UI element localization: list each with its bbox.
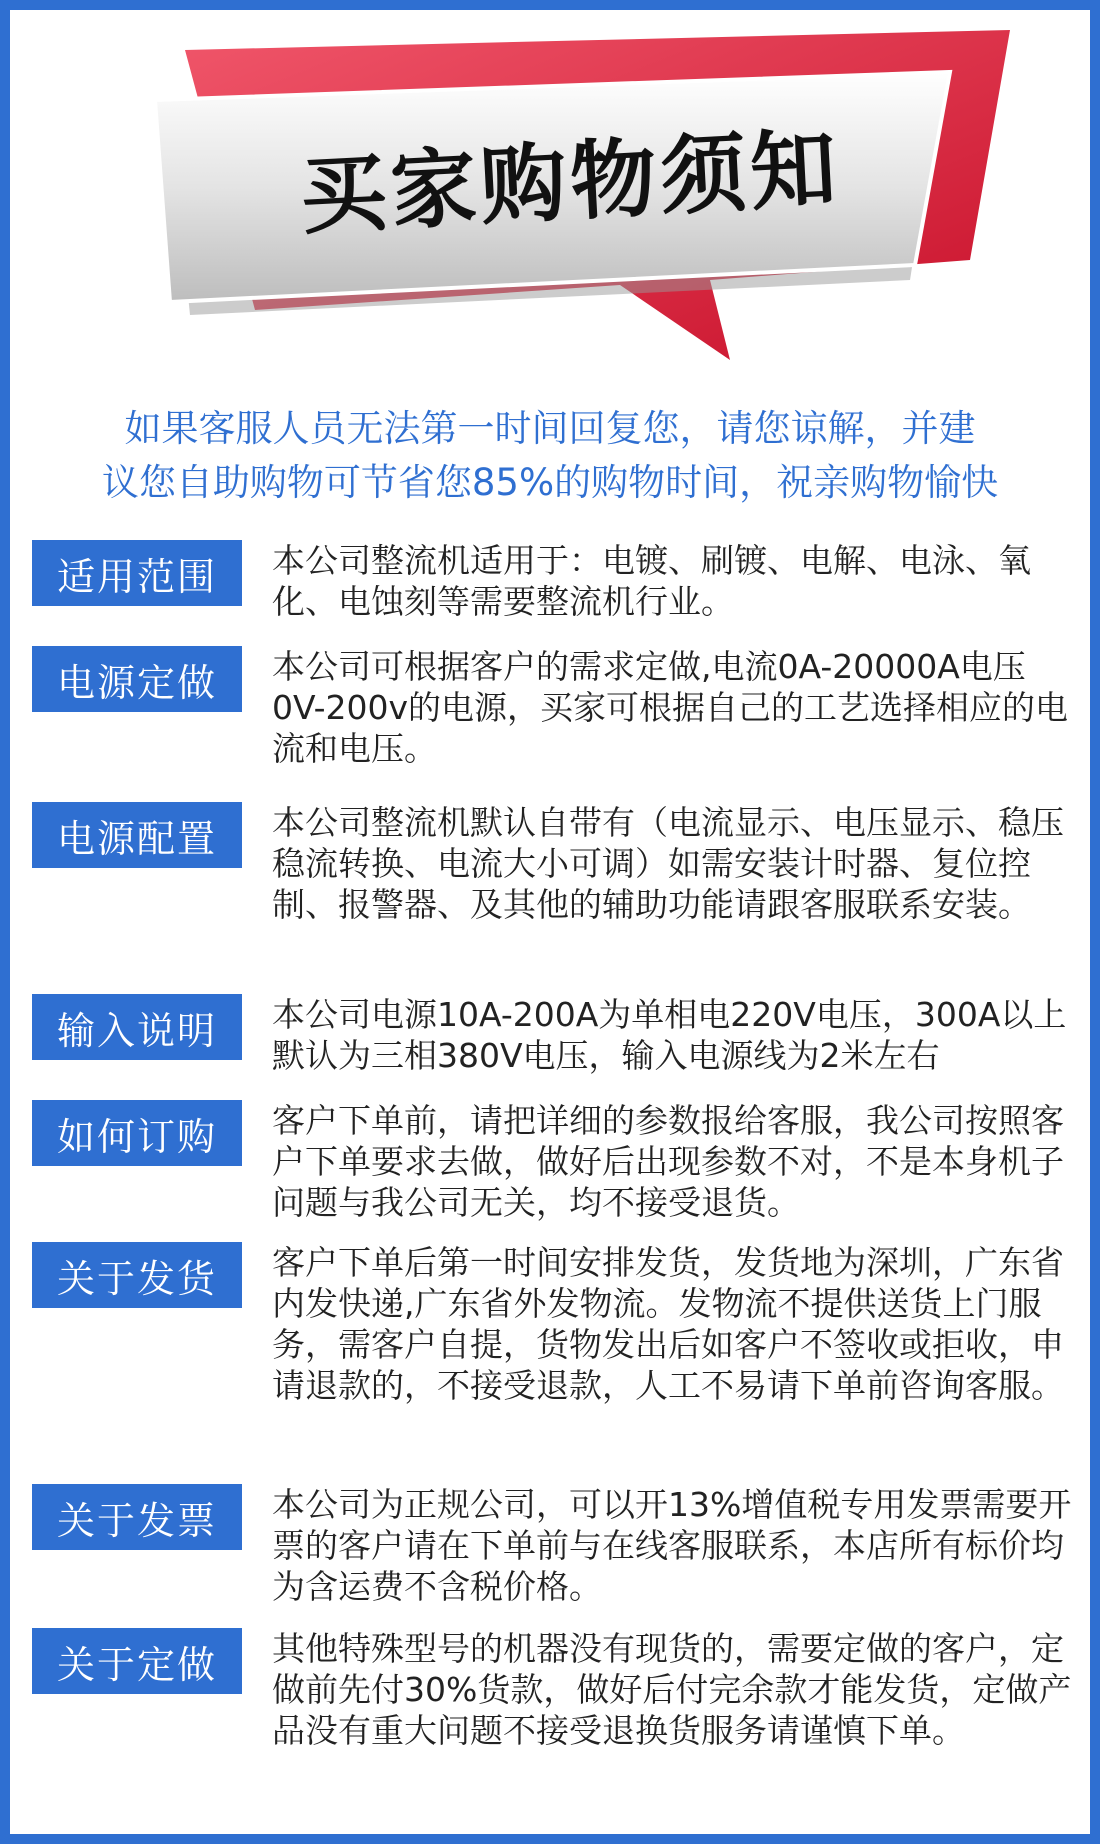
section-text: 本公司可根据客户的需求定做,电流0A-20000A电压0V-200v的电源，买家可根据自己的工艺选择相应的电流和电压。 xyxy=(272,647,1069,768)
section-label: 关于定做 xyxy=(32,1628,242,1694)
intro-text xyxy=(50,402,1050,510)
page-title: 买家购物须知 xyxy=(298,118,843,248)
section-text: 其他特殊型号的机器没有现货的，需要定做的客户，定做前先付30%货款，做好后付完余款才能发货，定做产品没有重大问题不接受退换货服务请谨慎下单。 xyxy=(272,1629,1072,1750)
section-text: 本公司电源10A-200A为单相电220V电压，300A以上默认为三相380V电压，输入电源线为2米左右 xyxy=(272,995,1067,1075)
section-text: 客户下单后第一时间安排发货，发货地为深圳，广东省内发快递,广东省外发物流。发物流不提供送货上门服务，需客户自提，货物发出后如客户不签收或拒收，申请退款的，不接受退款，人工不易请下单前咨询客服。 xyxy=(272,1243,1064,1405)
section-text: 本公司整流机适用于：电镀、刷镀、电解、电泳、氧化、电蚀刻等需要整流机行业。 xyxy=(272,541,1031,621)
title-banner xyxy=(10,10,1090,380)
section-label: 关于发票 xyxy=(32,1484,242,1550)
section-label: 电源配置 xyxy=(32,802,242,868)
section-shipping xyxy=(32,1242,1072,1406)
section-label: 电源定做 xyxy=(32,646,242,712)
intro-line-1: 如果客服人员无法第一时间回复您，请您谅解，并建 xyxy=(124,407,976,450)
section-scope xyxy=(32,540,1072,622)
section-how-to-order xyxy=(32,1100,1072,1223)
section-invoice xyxy=(32,1484,1072,1607)
section-label: 关于发货 xyxy=(32,1242,242,1308)
section-custom-power xyxy=(32,646,1072,769)
section-label: 如何订购 xyxy=(32,1100,242,1166)
intro-line-2: 议您自助购物可节省您85%的购物时间，祝亲购物愉快 xyxy=(101,461,999,504)
section-input xyxy=(32,994,1072,1076)
section-label: 输入说明 xyxy=(32,994,242,1060)
section-text: 本公司为正规公司，可以开13%增值税专用发票需要开票的客户请在下单前与在线客服联系，本店所有标价均为含运费不含税价格。 xyxy=(272,1485,1072,1606)
section-power-config xyxy=(32,802,1072,925)
section-label: 适用范围 xyxy=(32,540,242,606)
section-text: 客户下单前，请把详细的参数报给客服，我公司按照客户下单要求去做，做好后出现参数不对，不是本身机子问题与我公司无关，均不接受退货。 xyxy=(272,1101,1064,1222)
section-custom-order xyxy=(32,1628,1072,1751)
section-text: 本公司整流机默认自带有（电流显示、电压显示、稳压稳流转换、电流大小可调）如需安装计时器、复位控制、报警器、及其他的辅助功能请跟客服联系安装。 xyxy=(272,803,1064,924)
